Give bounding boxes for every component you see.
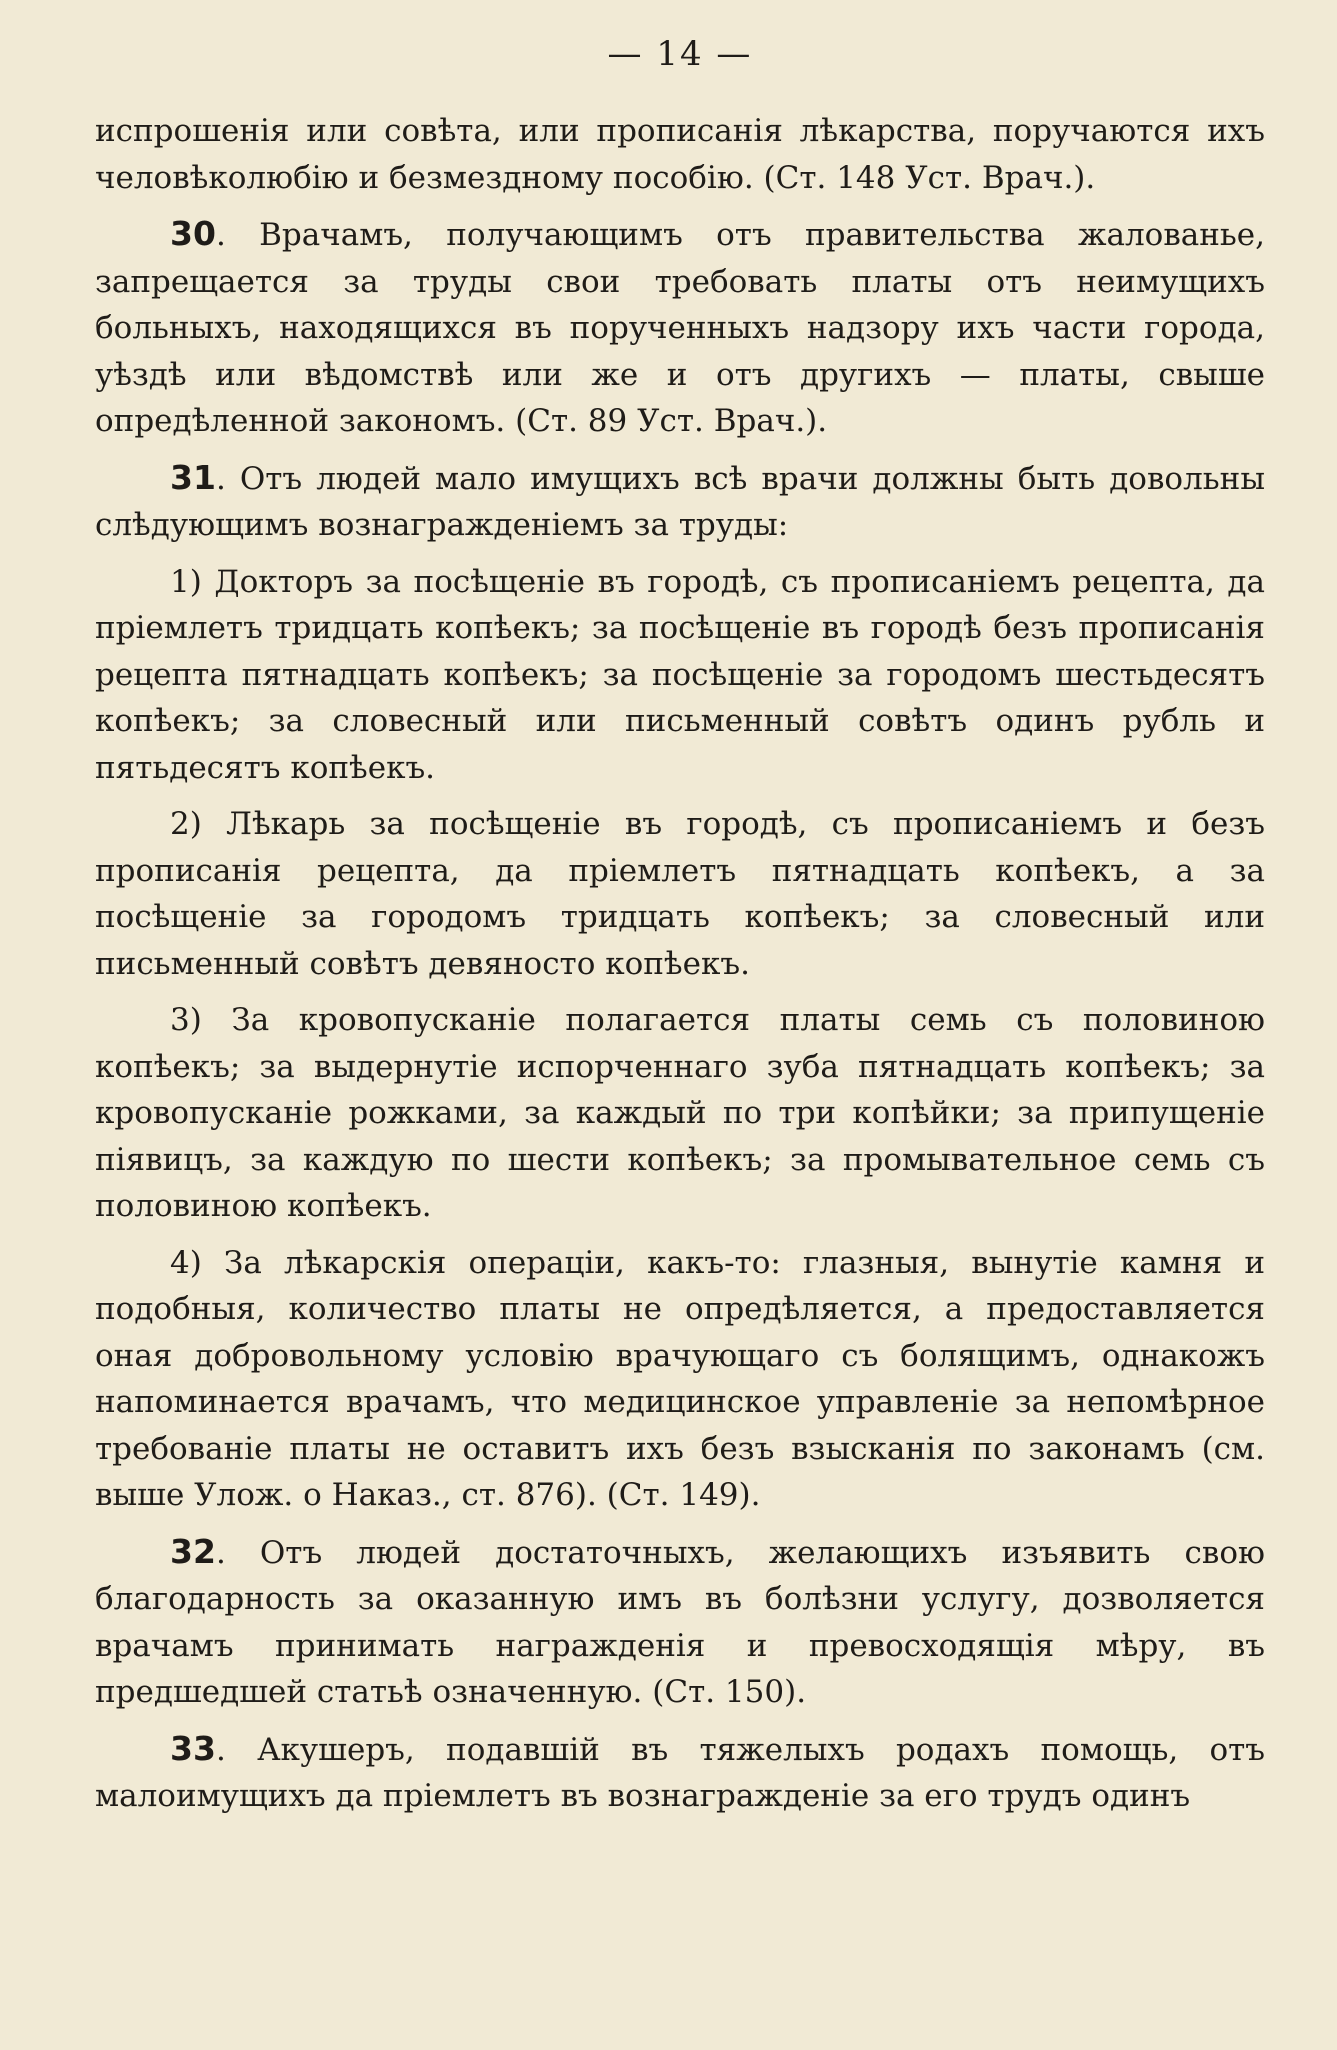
- article-32: [95, 1529, 1265, 1716]
- article-text: . Врачамъ, получающимъ отъ правительства жалованье, запрещается за труды свои требовать платы отъ неимущихъ больныхъ, находящихся въ порученныхъ надзору ихъ части города, уѣздѣ или вѣдомствѣ или же и отъ другихъ — платы, свыше опредѣленной закономъ. (Ст. 89 Уст. Врач.).: [95, 217, 1265, 439]
- list-item-4: [95, 1240, 1265, 1519]
- list-item-2: [95, 801, 1265, 987]
- article-number: 30: [170, 214, 216, 253]
- list-item-text: 3) За кровопусканіе полагается платы семь съ половиною копѣекъ; за выдернутіе испорченнаго зуба пятнадцать копѣекъ; за кровопусканіе рожками, за каждый по три копѣйки; за припущеніе піявицъ, за каждую по шести копѣекъ; за промывательное семь съ половиною копѣекъ.: [95, 1002, 1265, 1224]
- paragraph-text: испрошенія или совѣта, или прописанія лѣкарства, поручаются ихъ человѣколюбію и безмездному пособію. (Ст. 148 Уст. Врач.).: [95, 113, 1265, 196]
- list-item-text: 2) Лѣкарь за посѣщеніе въ городѣ, съ прописаніемъ и безъ прописанія рецепта, да пріемлетъ пятнадцать копѣекъ, а за посѣщеніе за городомъ тридцать копѣекъ; за словесный или письменный совѣтъ девяносто копѣекъ.: [95, 806, 1265, 982]
- article-text: . Акушеръ, подавшій въ тяжелыхъ родахъ помощь, отъ малоимущихъ да пріемлетъ въ вознагражденіе за его трудъ одинъ: [95, 1731, 1265, 1814]
- article-number: 32: [170, 1531, 216, 1571]
- article-33: [95, 1726, 1265, 1820]
- article-text: . Отъ людей достаточныхъ, желающихъ изъявить свою благодарность за оказанную имъ въ болѣзни услугу, дозволяется врачамъ принимать награжденія и превосходящія мѣру, въ предшедшей статьѣ означенную. (Ст. 150).: [95, 1534, 1265, 1710]
- list-item-3: [95, 997, 1265, 1230]
- page-number: — 14 —: [607, 34, 753, 74]
- article-number: 31: [170, 457, 216, 497]
- paragraph-continuation: [95, 108, 1265, 201]
- document-body: [95, 108, 1265, 1820]
- article-text: . Отъ людей мало имущихъ всѣ врачи должны быть довольны слѣдующимъ вознагражденіемъ за труды:: [95, 460, 1265, 543]
- list-item-text: 4) За лѣкарскія операціи, какъ-то: глазныя, вынутіе камня и подобныя, количество платы не опредѣляется, а предоставляется оная добровольному условію врачующаго съ болящимъ, однакожъ напоминается врачамъ, что медицинское управленіе за непомѣрное требованіе платы не оставитъ ихъ безъ взысканія по законамъ (см. выше Улож. о Наказ., ст. 876). (Ст. 149).: [95, 1244, 1265, 1513]
- article-30: [95, 211, 1265, 445]
- list-item-1: [95, 559, 1265, 792]
- article-number: 33: [170, 1728, 216, 1768]
- article-31: [95, 455, 1265, 549]
- list-item-text: 1) Докторъ за посѣщеніе въ городѣ, съ прописаніемъ рецепта, да пріемлетъ тридцать копѣекъ; за посѣщеніе въ городѣ безъ прописанія рецепта пятнадцать копѣекъ; за посѣщеніе за городомъ шестьдесятъ копѣекъ; за словесный или письменный совѣтъ одинъ рубль и пятьдесятъ копѣекъ.: [95, 563, 1265, 786]
